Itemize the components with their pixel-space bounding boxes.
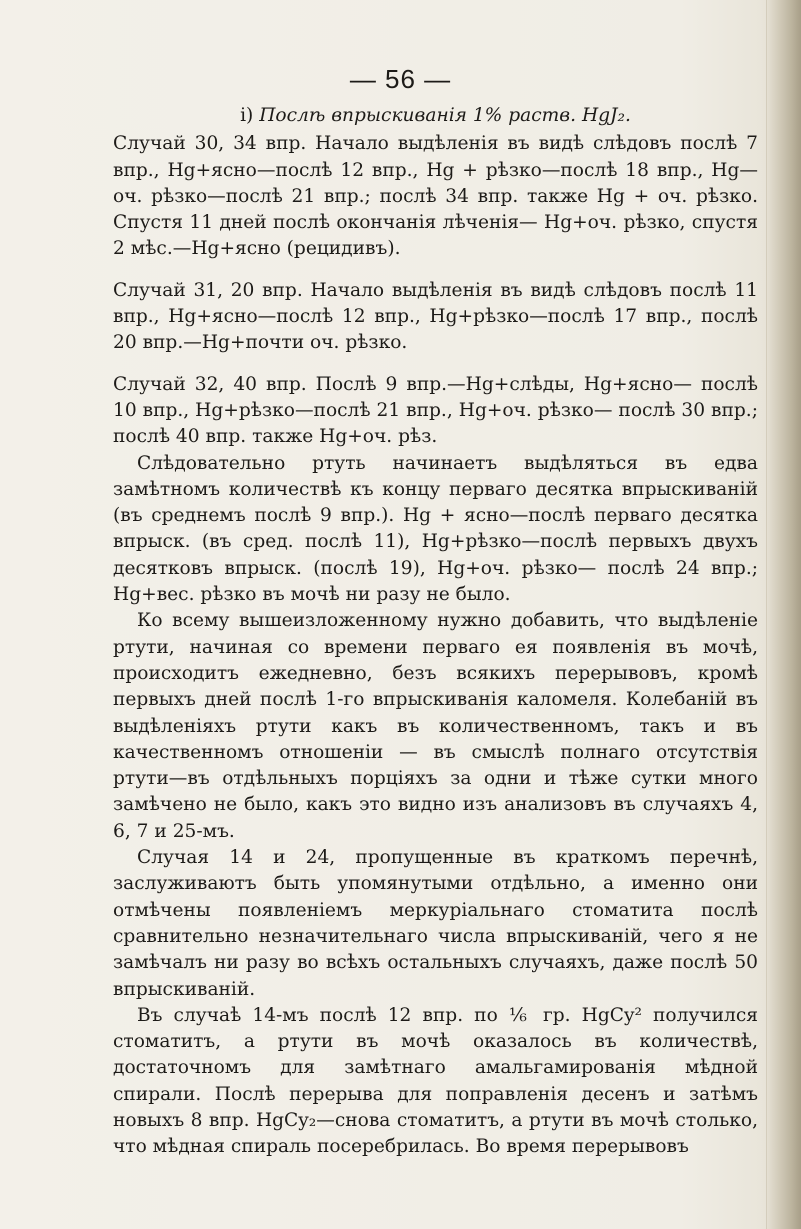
page-number: — 56 — [349,64,452,94]
paragraph-case-32: Случай 32, 40 впр. Послѣ 9 впр.—Hg+слѣды, Hg+ясно— послѣ 10 впр., Hg+рѣзко—послѣ 21 впр., Hg+оч. рѣзко— послѣ 30 впр.; послѣ 40 впр. также Hg+оч. рѣз. [113,373,758,448]
paragraph-case-31: Случай 31, 20 впр. Начало выдѣленія въ видѣ слѣдовъ послѣ 11 впр., Hg+ясно—послѣ 12 впр., Hg+рѣзко—послѣ 17 впр., послѣ 20 впр.—Hg+почти оч. рѣзко. [113,279,758,354]
paragraph-case-14: Въ случаѣ 14-мъ послѣ 12 впр. по ⅙ гр. HgCy² получился стоматитъ, а ртути въ мочѣ оказалось въ количествѣ, достаточномъ для замѣтнаго амальгамированія мѣдной спирали. Послѣ перерыва для поправленія десенъ и затѣмъ новыхъ 8 впр. HgCy₂—снова стоматитъ, а ртути въ мочѣ столько, что мѣдная спираль посеребрилась. Во время перерывовъ [113,1004,758,1158]
section-title-text: Послѣ впрыскиванія 1% раств. HgJ₂. [259,105,631,126]
page-edge-shadow [766,0,801,1229]
page-content [113,103,758,1161]
paragraph-conclusion: Слѣдовательно ртуть начинаетъ выдѣляться въ едва замѣтномъ количествѣ къ концу перваго десятка впрыскиваній (въ среднемъ послѣ 9 впр.). Hg + ясно—послѣ перваго десятка впрыск. (въ сред. послѣ 11), Hg+рѣзко—послѣ первыхъ двухъ десятковъ впрыск. (послѣ 19), Hg+оч. рѣзко— послѣ 24 впр.; Hg+вес. рѣзко въ мочѣ ни разу не было. [113,452,758,606]
paragraph-addendum: Ко всему вышеизложенному нужно добавить, что выдѣленіе ртути, начиная со времени перваго ея появленія въ мочѣ, происходитъ ежедневно, безъ всякихъ перерывовъ, кромѣ первыхъ дней послѣ 1-го впрыскиванія каломеля. Колебаній въ выдѣленіяхъ ртути какъ въ количественномъ, такъ и въ качественномъ отношеніи — въ смыслѣ полнаго отсутствія ртути—въ отдѣльныхъ порціяхъ за одни и тѣже сутки много замѣчено не было, какъ это видно изъ анализовъ въ случаяхъ 4, 6, 7 и 25-мъ. [113,610,758,842]
section-number: i) [240,105,254,126]
section-title [113,103,758,129]
paragraph-cases-14-24: Случая 14 и 24, пропущенные въ краткомъ перечнѣ, заслуживаютъ быть упомянутыми отдѣльно, а именно они отмѣчены появленіемъ меркуріальнаго стоматита послѣ сравнительно незначительнаго числа впрыскиваній, чего я не замѣчалъ ни разу во всѣхъ остальныхъ случаяхъ, даже послѣ 50 впрыскиваній. [113,847,758,1000]
paragraph-case-30: Случай 30, 34 впр. Начало выдѣленія въ видѣ слѣдовъ послѣ 7 впр., Hg+ясно—послѣ 12 впр., Hg + рѣзко—послѣ 18 впр., Hg—оч. рѣзко—послѣ 21 впр.; послѣ 34 впр. также Hg + оч. рѣзко. Спустя 11 дней послѣ окончанія лѣченія— Hg+оч. рѣзко, спустя 2 мѣс.—Hg+ясно (рецидивъ). [113,133,758,260]
